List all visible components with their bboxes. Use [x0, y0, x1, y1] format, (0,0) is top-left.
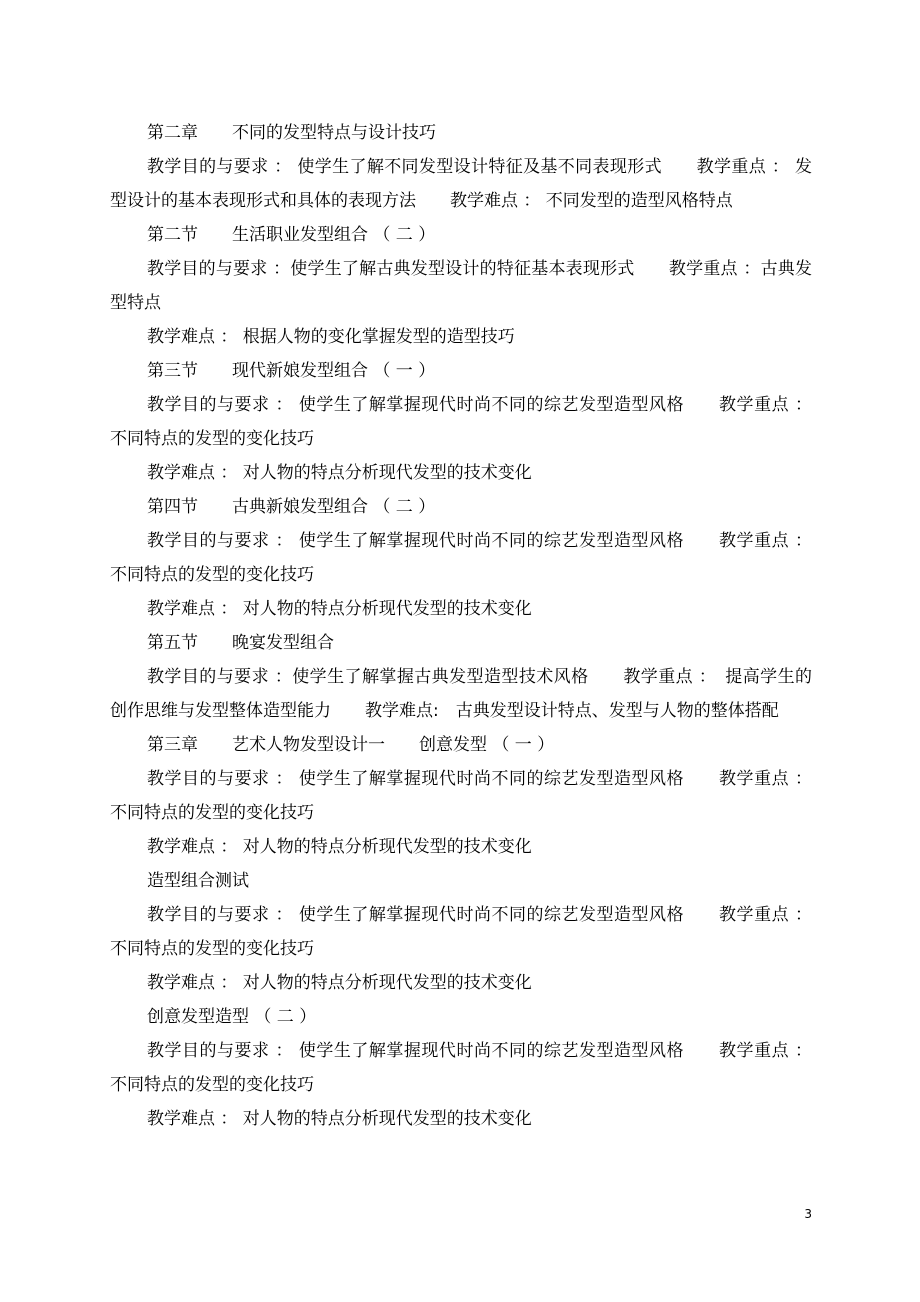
- teaching-objectives-paragraph: 教学目的与要求 ： 使学生了解掌握现代时尚不同的综艺发型造型风格 教学重点 ： 不同特点的发型的变化技巧: [110, 769, 818, 823]
- section-heading: 第四节 古典新娘发型组合 （ 二 ）: [147, 497, 436, 517]
- teaching-objectives-paragraph: 教学目的与要求 ：使学生了解古典发型设计的特征基本表现形式 教学重点 ：古典发型特点: [110, 259, 812, 313]
- chapter-heading: 第三章 艺术人物发型设计一 创意发型 （ 一 ）: [147, 735, 555, 755]
- teaching-objectives-paragraph: 教学目的与要求 ： 使学生了解掌握现代时尚不同的综艺发型造型风格 教学重点 ： 不同特点的发型的变化技巧: [110, 395, 818, 449]
- section-heading: 第五节 晚宴发型组合: [147, 633, 334, 653]
- teaching-difficulty-paragraph: 教学难点 ： 对人物的特点分析现代发型的技术变化: [147, 1109, 532, 1129]
- teaching-objectives-paragraph: 教学目的与要求 ： 使学生了解掌握现代时尚不同的综艺发型造型风格 教学重点 ： 不同特点的发型的变化技巧: [110, 1041, 818, 1095]
- teaching-objectives-paragraph: 教学目的与要求 ： 使学生了解掌握现代时尚不同的综艺发型造型风格 教学重点 ： 不同特点的发型的变化技巧: [110, 531, 818, 585]
- teaching-difficulty-paragraph: 教学难点 ： 根据人物的变化掌握发型的造型技巧: [147, 327, 515, 347]
- section-heading: 创意发型造型 （ 二 ）: [147, 1007, 317, 1027]
- chapter-heading: 第二章 不同的发型特点与设计技巧: [147, 123, 436, 143]
- teaching-difficulty-paragraph: 教学难点 ： 对人物的特点分析现代发型的技术变化: [147, 463, 532, 483]
- section-heading: 造型组合测试: [147, 871, 249, 891]
- section-heading: 第二节 生活职业发型组合 （ 二 ）: [147, 225, 436, 245]
- teaching-objectives-paragraph: 教学目的与要求 ：使学生了解掌握古典发型造型技术风格 教学重点 ： 提高学生的创作思维与发型整体造型能力 教学难点: 古典发型设计特点、发型与人物的整体搭配: [110, 667, 812, 721]
- page-number: 3: [804, 1207, 812, 1221]
- teaching-difficulty-paragraph: 教学难点 ： 对人物的特点分析现代发型的技术变化: [147, 599, 532, 619]
- teaching-difficulty-paragraph: 教学难点 ： 对人物的特点分析现代发型的技术变化: [147, 837, 532, 857]
- section-heading: 第三节 现代新娘发型组合 （ 一 ）: [147, 361, 436, 381]
- teaching-difficulty-paragraph: 教学难点 ： 对人物的特点分析现代发型的技术变化: [147, 973, 532, 993]
- teaching-objectives-paragraph: 教学目的与要求 ： 使学生了解掌握现代时尚不同的综艺发型造型风格 教学重点 ： 不同特点的发型的变化技巧: [110, 905, 818, 959]
- teaching-objectives-paragraph: 教学目的与要求 ： 使学生了解不同发型设计特征及基不同表现形式 教学重点 ： 发型设计的基本表现形式和具体的表现方法 教学难点 ： 不同发型的造型风格特点: [110, 157, 812, 211]
- document-body: [110, 116, 818, 1136]
